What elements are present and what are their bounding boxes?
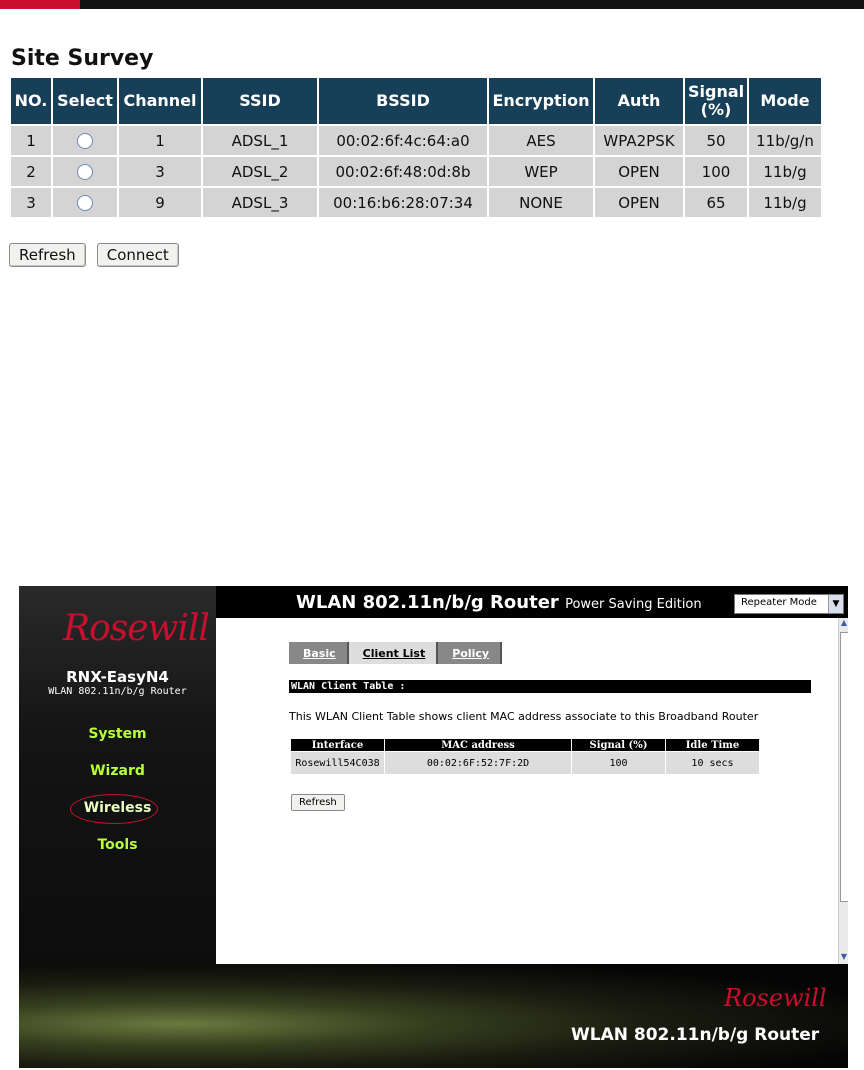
cell-select [53, 157, 117, 186]
cell-ssid: ADSL_1 [203, 126, 317, 155]
cell-mac: 00:02:6F:52:7F:2D [385, 752, 572, 775]
mode-select-value: Repeater Mode [741, 597, 817, 608]
cell-client-signal: 100 [572, 752, 666, 775]
menu-item-wizard[interactable]: Wizard [90, 763, 145, 779]
router-tabs [289, 642, 502, 664]
client-table-heading: WLAN Client Table : [289, 680, 811, 693]
col-header-bssid: BSSID [319, 78, 487, 124]
cell-channel: 1 [119, 126, 201, 155]
chevron-down-icon[interactable]: ▼ [828, 595, 843, 613]
cell-auth: OPEN [595, 157, 683, 186]
sidebar [19, 586, 216, 964]
cell-ssid: ADSL_2 [203, 157, 317, 186]
cell-signal: 65 [685, 188, 747, 217]
cell-interface: Rosewill54C038 [291, 752, 385, 775]
site-survey-title: Site Survey [11, 46, 154, 71]
cell-mode: 11b/g [749, 157, 821, 186]
client-table [290, 738, 760, 775]
refresh-button[interactable]: Refresh [9, 243, 86, 267]
scroll-thumb[interactable] [840, 632, 848, 902]
menu-item-wireless[interactable]: Wireless [83, 800, 152, 816]
client-table-header-row [291, 739, 760, 752]
client-table-description: This WLAN Client Table shows client MAC address associate to this Broadband Router [289, 710, 759, 723]
table-row [11, 188, 821, 217]
content-scrollbar[interactable] [838, 618, 848, 964]
model-subtitle: WLAN 802.11n/b/g Router [48, 686, 187, 697]
client-refresh-button[interactable]: Refresh [291, 794, 345, 811]
site-survey-buttons [9, 243, 185, 267]
cell-auth: OPEN [595, 188, 683, 217]
router-header [216, 586, 848, 618]
cell-no: 1 [11, 126, 51, 155]
cell-auth: WPA2PSK [595, 126, 683, 155]
col-header-interface: Interface [291, 739, 385, 752]
tab-basic[interactable]: Basic [289, 642, 349, 664]
footer-rosewill-logo: Rosewill [724, 984, 827, 1012]
cell-idle: 10 secs [666, 752, 760, 775]
mode-select[interactable] [734, 594, 844, 614]
connect-button[interactable]: Connect [97, 243, 179, 267]
scroll-up-icon[interactable]: ▲ [840, 618, 848, 627]
cell-select [53, 126, 117, 155]
router-edition: Power Saving Edition [565, 597, 702, 612]
cell-mode: 11b/g [749, 188, 821, 217]
cell-select [53, 188, 117, 217]
col-header-idle: Idle Time [666, 739, 760, 752]
col-header-ssid: SSID [203, 78, 317, 124]
table-row [291, 752, 760, 775]
cell-encryption: NONE [489, 188, 593, 217]
router-footer [19, 964, 848, 1068]
col-header-client-signal: Signal (%) [572, 739, 666, 752]
cell-signal: 100 [685, 157, 747, 186]
cell-no: 3 [11, 188, 51, 217]
router-title: WLAN 802.11n/b/g Router [296, 592, 559, 613]
col-header-no: NO. [11, 78, 51, 124]
site-survey-header-row [11, 78, 821, 124]
document-top-bar-accent [0, 0, 80, 9]
table-row [11, 157, 821, 186]
menu-item-system[interactable]: System [88, 726, 147, 742]
cell-channel: 9 [119, 188, 201, 217]
col-header-mode: Mode [749, 78, 821, 124]
tab-client-list[interactable]: Client List [349, 642, 439, 664]
cell-bssid: 00:16:b6:28:07:34 [319, 188, 487, 217]
router-content [216, 618, 838, 964]
site-survey-table [9, 76, 823, 219]
cell-no: 2 [11, 157, 51, 186]
cell-bssid: 00:02:6f:4c:64:a0 [319, 126, 487, 155]
cell-signal: 50 [685, 126, 747, 155]
col-header-mac: MAC address [385, 739, 572, 752]
scroll-down-icon[interactable]: ▼ [840, 952, 848, 961]
menu-item-tools[interactable]: Tools [97, 837, 138, 853]
col-header-auth: Auth [595, 78, 683, 124]
cell-encryption: WEP [489, 157, 593, 186]
cell-channel: 3 [119, 157, 201, 186]
col-header-signal-label: Signal (%) [688, 82, 745, 119]
router-admin-window [19, 586, 848, 1068]
col-header-encryption: Encryption [489, 78, 593, 124]
select-radio[interactable] [77, 164, 93, 180]
model-name: RNX-EasyN4 [66, 668, 169, 686]
col-header-signal [685, 78, 747, 124]
cell-bssid: 00:02:6f:48:0d:8b [319, 157, 487, 186]
cell-mode: 11b/g/n [749, 126, 821, 155]
tab-policy[interactable]: Policy [438, 642, 502, 664]
router-header-title [296, 592, 702, 613]
footer-product-name: WLAN 802.11n/b/g Router [571, 1025, 820, 1045]
cell-encryption: AES [489, 126, 593, 155]
col-header-channel: Channel [119, 78, 201, 124]
select-radio[interactable] [77, 133, 93, 149]
document-top-bar [0, 0, 864, 9]
select-radio[interactable] [77, 195, 93, 211]
cell-ssid: ADSL_3 [203, 188, 317, 217]
col-header-select: Select [53, 78, 117, 124]
rosewill-logo: Rosewill [63, 608, 209, 649]
table-row [11, 126, 821, 155]
